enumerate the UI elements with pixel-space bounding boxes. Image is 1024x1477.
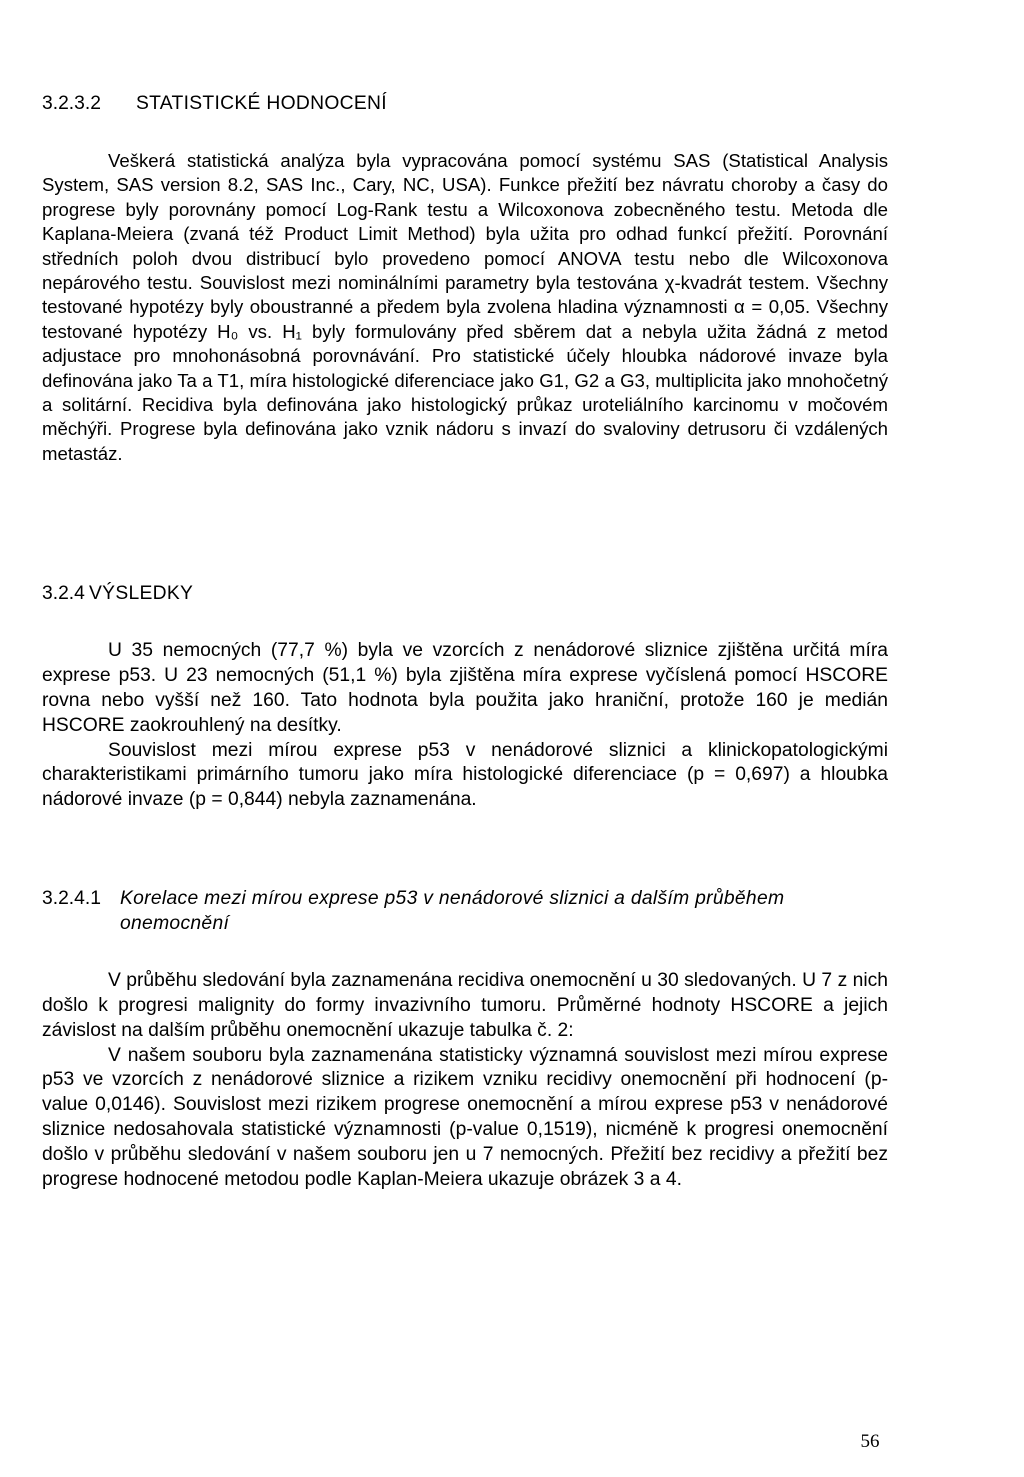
paragraph-results-expression: U 35 nemocných (77,7 %) byla ve vzorcích z nenádorové sliznice zjištěna určitá míra exprese p53. U 23 nemocných (51,1 %) byla zjištěna míra exprese vyčíslená pomocí HSCORE rovna nebo vyšší než 160. Tato hodnota byla použita jako hraniční, protože 160 je medián HSCORE zaokrouhlený na desítky. [42,639,888,736]
paragraph-followup: V průběhu sledování byla zaznamenána recidiva onemocnění u 30 sledovaných. U 7 z nich došlo k progresi malignity do formy invazivního tumoru. Průměrné hodnoty HSCORE a jejich závislost na dalším průběhu onemocnění ukazuje tabulka č. 2: [42,969,888,1041]
section-title: VÝSLEDKY [89,583,194,604]
section-heading [42,92,888,117]
section-heading [42,582,888,607]
page-number: 56 [860,1431,880,1452]
paragraph-statistics: Veškerá statistická analýza byla vypracována pomocí systému SAS (Statistical Analysis System, SAS version 8.2, SAS Inc., Cary, NC, USA). Funkce přežití bez návratu choroby a časy do progrese byly porovnány pomocí Log-Rank testu a Wilcoxonova zobecněného testu. Metoda dle Kaplana-Meiera (zvaná též Product Limit Method) byla užita pro odhad funkcí přežití. Porovnání středních poloh dvou distribucí bylo provedeno pomocí ANOVA testu nebo dle Wilcoxonova nepárového testu. Souvislost mezi nominálními parametry byla testována χ-kvadrát testem. Všechny testované hypotézy byly oboustranné a předem byla zvolena hladina významnosti α = 0,05. Všechny testované hypotézy H₀ vs. H₁ byly formulovány před sběrem dat a nebyla užita žádná z metod adjustace pro mnohonásobná porovnávání. Pro statistické účely hloubka nádorové invaze byla definována jako Ta a T1, míra histologické diferenciace jako G1, G2 a G3, multiplicita jako mnohočetný a solitární. Recidiva byla definována jako histologický průkaz uroteliálního karcinomu v močovém měchýři. Progrese byla definována jako vznik nádoru s invazí do svaloviny detrusoru či vzdálených metastáz. [42,149,888,464]
section-title: STATISTICKÉ HODNOCENÍ [136,93,387,114]
section-number: 3.2.3.2 [42,93,101,114]
section-statistical-evaluation [42,92,888,466]
section-number: 3.2.4.1 [42,888,101,909]
section-heading [42,887,888,937]
section-correlation [42,887,888,1193]
paragraph-significance: V našem souboru byla zaznamenána statisticky významná souvislost mezi mírou exprese p53 ve vzorcích z nenádorové sliznice a rizikem vzniku recidivy onemocnění při hodnocení (p-value 0,0146). Souvislost mezi rizikem progrese onemocnění a mírou exprese p53 v nenádorové sliznice nedosahovala statistické významnosti (p-value 0,1519), nicméně k progresi onemocnění došlo v průběhu sledování v našem souboru jen u 7 nemocných. Přežití bez recidivy a přežití bez progrese hodnocené metodou podle Kaplan-Meiera ukazuje obrázek 3 a 4. [42,1044,888,1191]
section-title: Korelace mezi mírou exprese p53 v nenádorové sliznici a dalším průběhem onemocnění [120,888,785,934]
section-number: 3.2.4 [42,583,85,604]
section-results [42,582,888,813]
paragraph-results-association: Souvislost mezi mírou exprese p53 v nenádorové sliznici a klinickopatologickými charakteristikami primárního tumoru jako míra histologické diferenciace (p = 0,697) a hloubka nádorové invaze (p = 0,844) nebyla zaznamenána. [42,739,888,811]
